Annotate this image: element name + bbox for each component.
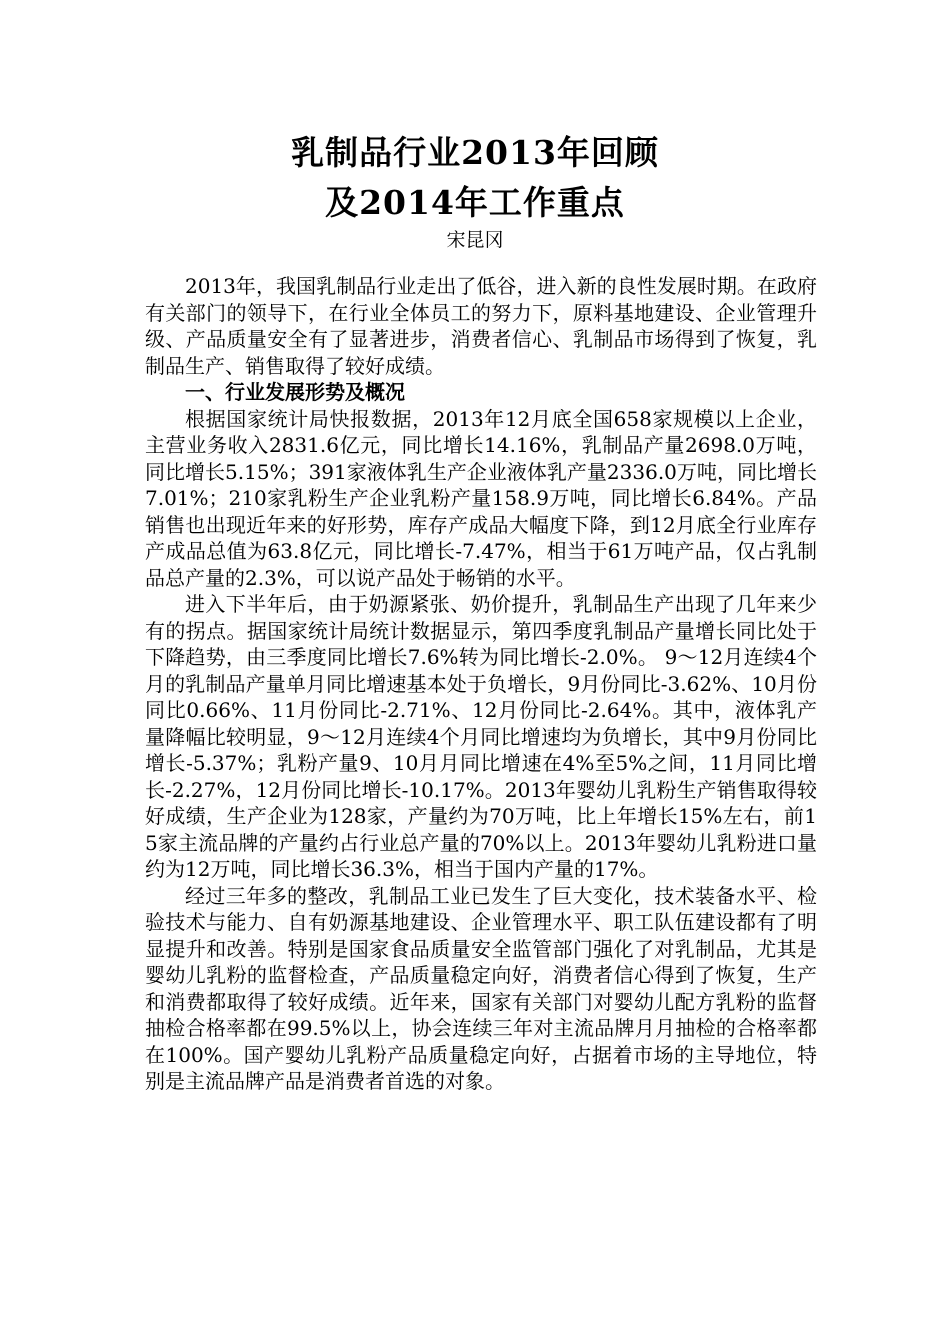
paragraph-statistics: 根据国家统计局快报数据，2013年12月底全国658家规模以上企业，主营业务收入2831.6亿元，同比增长14.16%，乳制品产量2698.0万吨，同比增长5.15%；391家液体乳生产企业液体乳产量2336.0万吨，同比增长7.01%；210家乳粉生产企业乳粉产量158.9万吨，同比增长6.84%。产品销售也出现近年来的好形势，库存产成品大幅度下降，到12月底全行业库存产成品总值为63.8亿元，同比增长-7.47%，相当于61万吨产品，仅占乳制品总产量的2.3%，可以说产品处于畅销的水平。 [145,406,817,590]
document-title-line1: 乳制品行业2013年回顾 [291,133,659,172]
document-body [145,273,817,1095]
paragraph-second-half: 进入下半年后，由于奶源紧张、奶价提升，乳制品生产出现了几年来少有的拐点。据国家统计局统计数据显示，第四季度乳制品产量增长同比处于下降趋势，由三季度同比增长7.6%转为同比增长-2.0%。 9～12月连续4个月的乳制品产量单月同比增速基本处于负增长，9月份同比-3.62%、10月份同比0.66%、11月份同比-2.71%、12月份同比-2.64%。其中，液体乳产量降幅比较明显，9～12月连续4个月同比增速均为负增长，其中9月份同比增长-5.37%；乳粉产量9、10月月同比增速在4%至5%之间，11月同比增长-2.27%，12月份同比增长-10.17%。2013年婴幼儿乳粉生产销售取得较好成绩，生产企业为128家，产量约为70万吨，比上年增长15%左右，前15家主流品牌的产量约占行业总产量的70%以上。2013年婴幼儿乳粉进口量约为12万吨，同比增长36.3%，相当于国内产量的17%。 [145,592,817,881]
section-heading: 一、行业发展形势及概况 [185,380,405,404]
paragraph-rectification: 经过三年多的整改，乳制品工业已发生了巨大变化，技术装备水平、检验技术与能力、自有奶源基地建设、企业管理水平、职工队伍建设都有了明显提升和改善。特别是国家食品质量安全监管部门强化了对乳制品，尤其是婴幼儿乳粉的监督检查，产品质量稳定向好，消费者信心得到了恢复，生产和消费都取得了较好成绩。近年来，国家有关部门对婴幼儿配方乳粉的监督抽检合格率都在99.5%以上，协会连续三年对主流品牌月月抽检的合格率都在100%。国产婴幼儿乳粉产品质量稳定向好，占据着市场的主导地位，特别是主流品牌产品是消费者首选的对象。 [145,883,817,1093]
author-name: 宋昆冈 [446,229,504,251]
document-title-line2: 及2014年工作重点 [325,183,625,222]
paragraph-intro: 2013年，我国乳制品行业走出了低谷，进入新的良性发展时期。在政府有关部门的领导下，在行业全体员工的努力下，原料基地建设、企业管理升级、产品质量安全有了显著进步，消费者信心、乳制品市场得到了恢复，乳制品生产、销售取得了较好成绩。 [145,274,817,378]
